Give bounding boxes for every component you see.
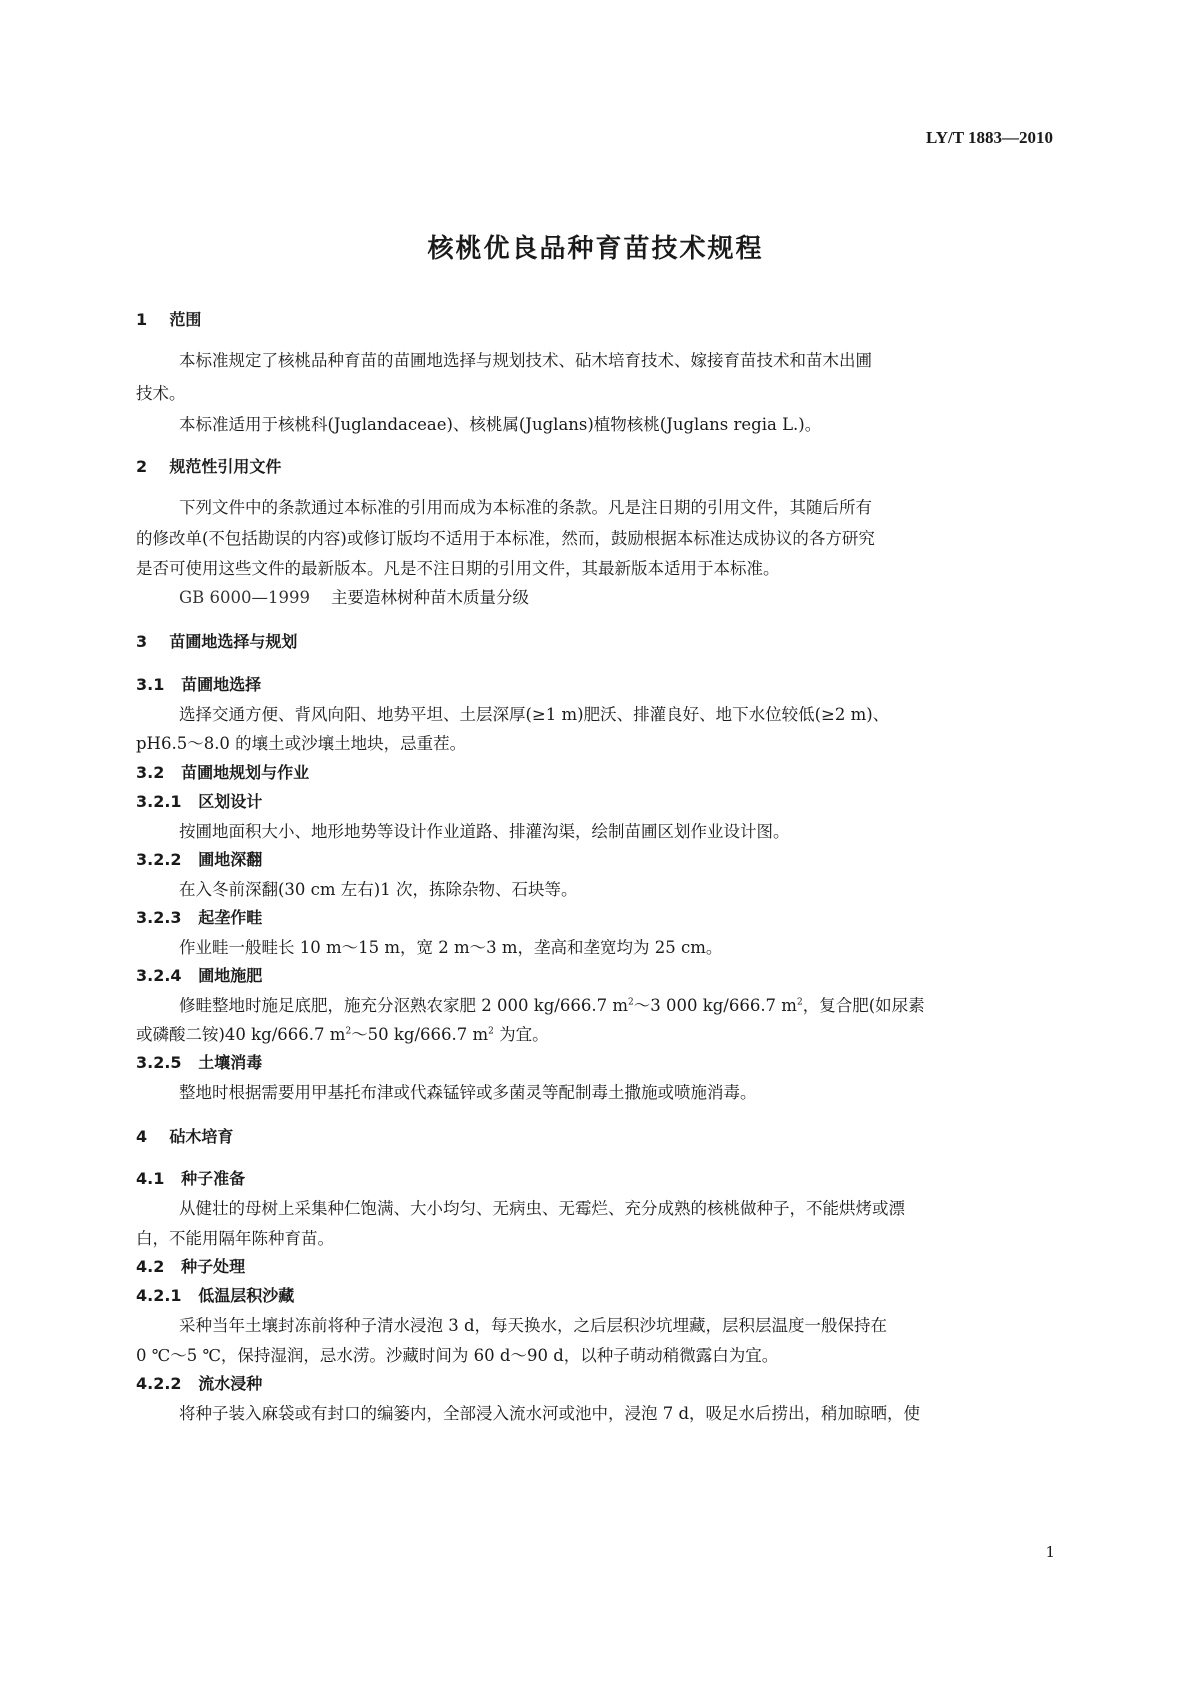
subsection-title: 苗圃地规划与作业	[181, 763, 310, 782]
section-title: 砧木培育	[169, 1127, 234, 1146]
paragraph-line: 白，不能用隔年陈种育苗。	[136, 1229, 334, 1248]
section-2-heading	[136, 454, 281, 477]
subsection-number: 3.2.3	[136, 908, 182, 927]
subsection-number: 3.1	[136, 675, 165, 694]
paragraph-line: 整地时根据需要用甲基托布津或代森锰锌或多菌灵等配制毒土撒施或喷施消毒。	[179, 1083, 757, 1102]
paragraph-line: 0 ℃～5 ℃，保持湿润，忌水涝。沙藏时间为 60 d～90 d，以种子萌动稍微露白为宜。	[136, 1346, 779, 1365]
standard-code: LY/T 1883—2010	[925, 128, 1053, 147]
subsection-number: 4.2.1	[136, 1286, 182, 1305]
paragraph-line: 下列文件中的条款通过本标准的引用而成为本标准的条款。凡是注日期的引用文件，其随后所有	[179, 498, 872, 517]
subsection-title: 种子准备	[181, 1169, 246, 1188]
text-run: 为宜。	[493, 1025, 549, 1044]
text-run: 修畦整地时施足底肥，施充分沤熟农家肥 2 000 kg/666.7 m	[179, 996, 628, 1015]
text-run: ，复合肥(如尿素	[802, 996, 925, 1015]
section-number: 1	[136, 310, 148, 329]
reference-entry	[179, 584, 529, 608]
subsection-title: 圃地深翻	[198, 850, 263, 869]
subsection-3-2-4-heading	[136, 963, 262, 986]
section-number: 3	[136, 632, 148, 651]
section-number: 2	[136, 457, 148, 476]
subsection-3-2-1-heading	[136, 789, 262, 812]
paragraph-line: 将种子装入麻袋或有封口的编篓内，全部浸入流水河或池中，浸泡 7 d，吸足水后捞出，稍加晾晒，使	[179, 1404, 921, 1423]
paragraph-line: 选择交通方便、背风向阳、地势平坦、土层深厚(≥1 m)肥沃、排灌良好、地下水位较低(≥2 m)、	[179, 705, 890, 724]
paragraph-line: 从健壮的母树上采集种仁饱满、大小均匀、无病虫、无霉烂、充分成熟的核桃做种子，不能烘烤或漂	[179, 1199, 905, 1218]
subsection-title: 土壤消毒	[198, 1053, 263, 1072]
subsection-number: 4.2	[136, 1257, 165, 1276]
subsection-title: 区划设计	[198, 792, 263, 811]
section-title: 规范性引用文件	[169, 457, 282, 476]
paragraph-line: 按圃地面积大小、地形地势等设计作业道路、排灌沟渠，绘制苗圃区划作业设计图。	[179, 822, 790, 841]
paragraph-line: 本标准适用于核桃科(Juglandaceae)、核桃属(Juglans)植物核桃(Juglans regia L.)。	[179, 415, 822, 434]
superscript: 2	[488, 1026, 494, 1037]
superscript: 2	[627, 997, 634, 1008]
subsection-3-2-2-heading	[136, 847, 262, 870]
subsection-title: 圃地施肥	[198, 966, 263, 985]
subsection-number: 4.1	[136, 1169, 165, 1188]
paragraph-line	[179, 992, 925, 1016]
section-title: 范围	[169, 310, 202, 329]
section-3-heading	[136, 629, 297, 652]
section-title: 苗圃地选择与规划	[169, 632, 298, 651]
subsection-3-2-3-heading	[136, 905, 262, 928]
text-run: ～50 kg/666.7 m	[351, 1025, 489, 1044]
subsection-3-2-5-heading	[136, 1050, 262, 1073]
paragraph-line: 采种当年土壤封冻前将种子清水浸泡 3 d，每天换水，之后层积沙坑埋藏，层积层温度一般保持在	[179, 1316, 888, 1335]
reference-code: GB 6000—1999	[179, 588, 311, 607]
subsection-title: 低温层积沙藏	[198, 1286, 295, 1305]
text-run: ～3 000 kg/666.7 m	[633, 996, 797, 1015]
section-4-heading	[136, 1124, 233, 1147]
subsection-4-1-heading	[136, 1166, 245, 1189]
paragraph-line: 本标准规定了核桃品种育苗的苗圃地选择与规划技术、砧木培育技术、嫁接育苗技术和苗木出圃	[179, 351, 872, 370]
paragraph-line: 的修改单(不包括勘误的内容)或修订版均不适用于本标准，然而，鼓励根据本标准达成协议的各方研究	[136, 529, 875, 548]
document-title: 核桃优良品种育苗技术规程	[427, 234, 764, 264]
subsection-3-1-heading	[136, 672, 261, 695]
page-number: 1	[1045, 1543, 1055, 1561]
subsection-title: 苗圃地选择	[181, 675, 262, 694]
subsection-number: 3.2.1	[136, 792, 182, 811]
subsection-number: 3.2	[136, 763, 165, 782]
subsection-title: 流水浸种	[198, 1374, 263, 1393]
subsection-4-2-1-heading	[136, 1283, 294, 1306]
subsection-4-2-2-heading	[136, 1371, 262, 1394]
text-run: 或磷酸二铵)40 kg/666.7 m	[136, 1025, 346, 1044]
subsection-title: 种子处理	[181, 1257, 246, 1276]
subsection-number: 3.2.4	[136, 966, 182, 985]
subsection-number: 3.2.2	[136, 850, 182, 869]
subsection-number: 3.2.5	[136, 1053, 182, 1072]
paragraph-line: 在入冬前深翻(30 cm 左右)1 次，拣除杂物、石块等。	[179, 880, 578, 899]
paragraph-line: 技术。	[136, 384, 186, 403]
subsection-3-2-heading	[136, 760, 309, 783]
superscript: 2	[345, 1026, 352, 1037]
paragraph-line	[136, 1021, 549, 1045]
section-1-heading	[136, 307, 201, 330]
paragraph-line: 作业畦一般畦长 10 m～15 m，宽 2 m～3 m，垄高和垄宽均为 25 cm。	[179, 938, 723, 957]
paragraph-line: 是否可使用这些文件的最新版本。凡是不注日期的引用文件，其最新版本适用于本标准。	[136, 559, 780, 578]
reference-title: 主要造林树种苗木质量分级	[331, 588, 530, 607]
superscript: 2	[796, 997, 803, 1008]
section-number: 4	[136, 1127, 148, 1146]
paragraph-line: pH6.5～8.0 的壤土或沙壤土地块，忌重茬。	[136, 734, 467, 753]
subsection-title: 起垄作畦	[198, 908, 263, 927]
subsection-4-2-heading	[136, 1254, 245, 1277]
subsection-number: 4.2.2	[136, 1374, 182, 1393]
